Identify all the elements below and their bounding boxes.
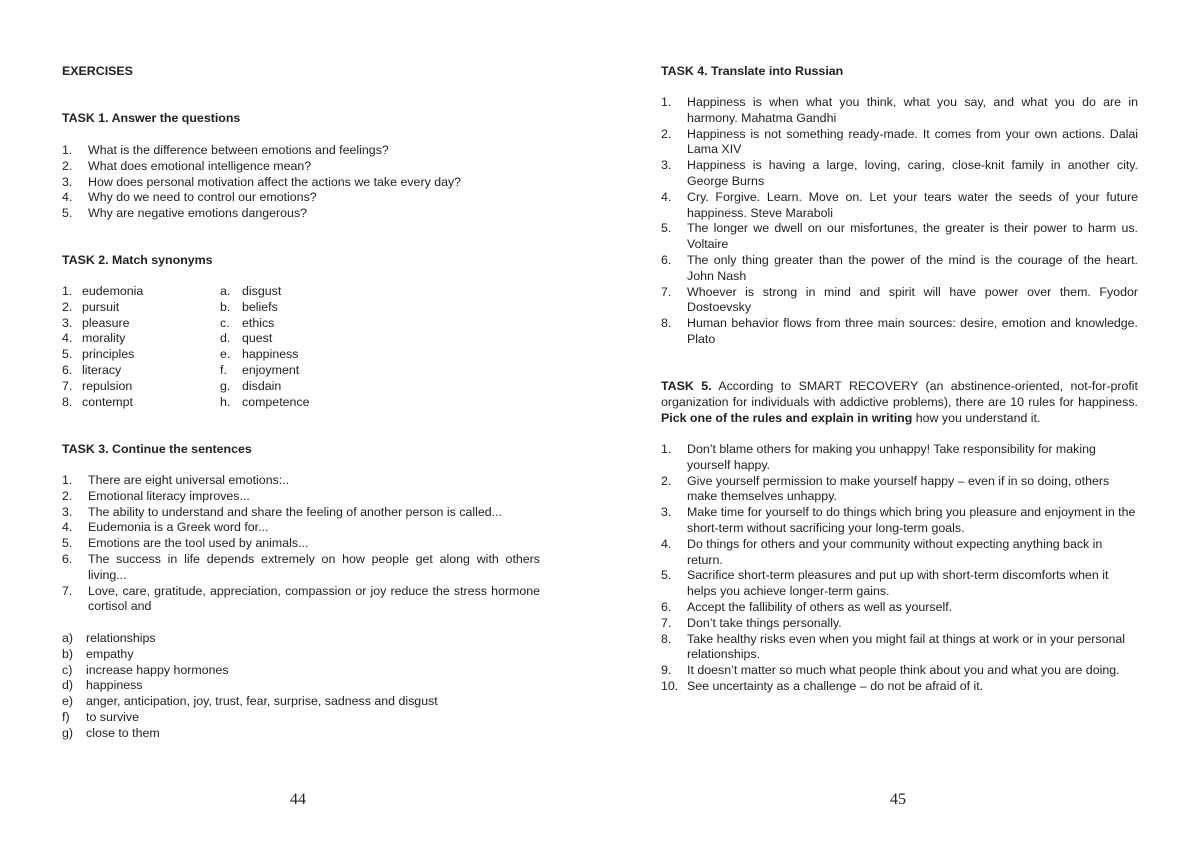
task2-words-list: [62, 284, 202, 410]
list-item: 2. Give yourself permission to make yourself happy – even if in so doing, others make themselves unhappy.: [661, 473, 1110, 504]
list-item: 5. Emotions are the tool used by animals...: [62, 536, 309, 551]
task3-sentences-list: [62, 473, 540, 615]
list-item: f) to survive: [62, 709, 140, 724]
list-item: 8. Take healthy risks even when you might fail at things at work or in your personal relationships.: [661, 631, 1126, 662]
list-item: 5. principles: [62, 347, 135, 362]
list-item: 1. What is the difference between emotions and feelings?: [62, 143, 389, 157]
list-item: 5. The longer we dwell on our misfortunes, the greater is their power to harm us. Voltaire: [661, 221, 1138, 252]
list-item: e. happiness: [220, 347, 299, 362]
task3-heading: TASK 3. Continue the sentences: [62, 442, 252, 456]
list-item: d. quest: [220, 331, 273, 346]
list-item: 7. repulsion: [62, 378, 133, 393]
task5-label: TASK 5.: [661, 379, 712, 393]
list-item: 3. Happiness is having a large, loving, caring, close-knit family in another city. George Burns: [661, 158, 1138, 188]
task5-intro-end: how you understand it.: [912, 410, 1041, 425]
task5-instruction: Pick one of the rules and explain in writing: [661, 410, 913, 425]
list-item: 1. There are eight universal emotions:..: [62, 473, 290, 487]
exercises-title: EXERCISES: [62, 64, 133, 78]
list-item: 2. pursuit: [62, 299, 120, 314]
list-item: d) happiness: [62, 678, 143, 693]
list-item: 7. Whoever is strong in mind and spirit will have power over them. Fyodor Dostoevsky: [661, 284, 1138, 315]
list-item: a) relationships: [62, 631, 156, 645]
task2-heading: TASK 2. Match synonyms: [62, 253, 213, 267]
list-item: 1. Don’t blame others for making you unhappy! Take responsibility for making yourself happy.: [661, 442, 1096, 472]
list-item: 7. Love, care, gratitude, appreciation, compassion or joy reduce the stress hormone cortisol and: [62, 583, 540, 614]
task3-endings-list: [62, 631, 540, 742]
list-item: 3. How does personal motivation affect the actions we take every day?: [62, 174, 462, 189]
page-number: 44: [290, 791, 306, 808]
list-item: 4. Do things for others and your community without expecting anything back in return.: [661, 536, 1103, 567]
task5-intro-text: According to SMART RECOVERY (an abstinence-oriented, not-for-profit organization for individuals with addictive problems), there are 10 rules for happiness.: [661, 379, 1138, 409]
list-item: b. beliefs: [220, 299, 278, 314]
task1-list: [62, 143, 540, 222]
list-item: 4. Cry. Forgive. Learn. Move on. Let your tears water the seeds of your future happiness. Steve Maraboli: [661, 189, 1138, 220]
list-item: 7. Don’t take things personally.: [661, 615, 842, 630]
task2-synonyms-list: [220, 284, 360, 410]
list-item: c. ethics: [220, 315, 275, 330]
list-item: 4. Eudemonia is a Greek word for...: [62, 520, 269, 535]
list-item: 8. contempt: [62, 394, 133, 409]
list-item: g) close to them: [62, 725, 160, 740]
list-item: 4. morality: [62, 331, 126, 346]
list-item: 6. The only thing greater than the power of the mind is the courage of the heart. John Nash: [661, 252, 1138, 283]
list-item: 6. literacy: [62, 362, 122, 377]
list-item: 1. eudemonia: [62, 284, 144, 298]
list-item: 5. Why are negative emotions dangerous?: [62, 206, 308, 221]
list-item: 3. pleasure: [62, 315, 130, 330]
page-number: 45: [890, 791, 906, 808]
list-item: 5. Sacrifice short-term pleasures and put up with short-term discomforts when it helps you achieve longer-term gains.: [661, 568, 1109, 599]
task4-quotes-list: [661, 95, 1138, 348]
list-item: 3. Make time for yourself to do things which bring you pleasure and enjoyment in the short-term without sacrificing your long-term goals.: [661, 505, 1136, 535]
list-item: 2. What does emotional intelligence mean?: [62, 158, 312, 173]
list-item: 9. It doesn’t matter so much what people think about you and what you are doing.: [661, 663, 1120, 678]
left-page: [62, 0, 540, 848]
list-item: 1. Happiness is when what you think, what you say, and what you do are in harmony. Mahatma Gandhi: [661, 95, 1138, 125]
list-item: a. disgust: [220, 284, 282, 298]
list-item: 8. Human behavior flows from three main sources: desire, emotion and knowledge. Plato: [661, 316, 1138, 346]
list-item: c) increase happy hormones: [62, 662, 229, 677]
list-item: h. competence: [220, 394, 310, 409]
list-item: 2. Emotional literacy improves...: [62, 488, 250, 503]
list-item: b) empathy: [62, 646, 134, 661]
task1-heading: TASK 1. Answer the questions: [62, 111, 241, 125]
task5-intro: [661, 379, 1138, 426]
list-item: 3. The ability to understand and share the feeling of another person is called...: [62, 504, 502, 519]
list-item: 4. Why do we need to control our emotions?: [62, 190, 317, 205]
list-item: f. enjoyment: [220, 362, 300, 377]
right-page: [661, 0, 1138, 848]
list-item: e) anger, anticipation, joy, trust, fear, surprise, sadness and disgust: [62, 694, 438, 709]
task5-rules-list: [661, 442, 1138, 695]
task4-heading: TASK 4. Translate into Russian: [661, 64, 844, 78]
list-item: 6. Accept the fallibility of others as well as yourself.: [661, 599, 953, 614]
list-item: g. disdain: [220, 378, 282, 393]
list-item: 10. See uncertainty as a challenge – do not be afraid of it.: [661, 678, 984, 693]
list-item: 2. Happiness is not something ready-made. It comes from your own actions. Dalai Lama XIV: [661, 126, 1138, 157]
list-item: 6. The success in life depends extremely on how people get along with others living...: [62, 551, 540, 582]
